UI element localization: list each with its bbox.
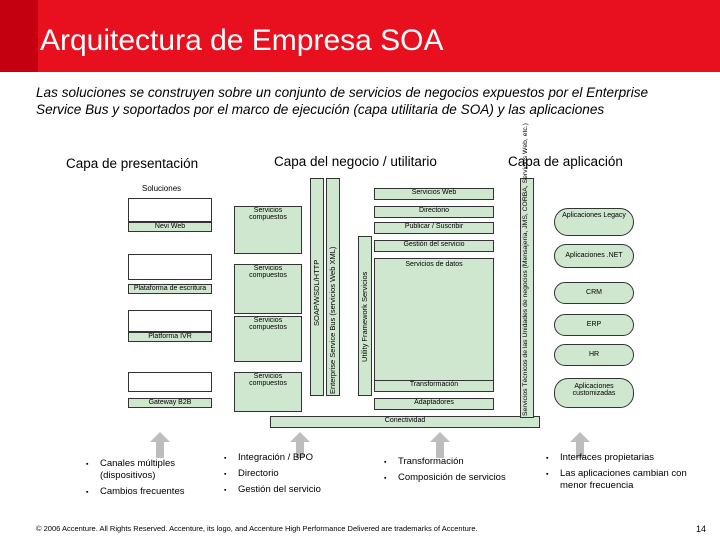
device-icon-2 bbox=[128, 254, 212, 280]
bullets-col4 bbox=[546, 452, 696, 496]
page-number: 14 bbox=[696, 524, 707, 534]
slide-title: Arquitectura de Empresa SOA bbox=[40, 24, 444, 57]
composite-services-4 bbox=[234, 372, 302, 412]
application-4: ERP bbox=[554, 314, 634, 336]
presentation-item-4: Gateway B2B bbox=[128, 398, 212, 408]
application-2: Aplicaciones .NET bbox=[554, 244, 634, 268]
composite-label: Servicios compuestos bbox=[249, 207, 287, 221]
bullet-item: ▪ Transformación bbox=[384, 456, 534, 468]
device-icon-3 bbox=[128, 310, 212, 332]
web-services-directory: Directorio bbox=[374, 206, 494, 218]
web-services-management: Gestión del servicio bbox=[374, 240, 494, 252]
header-business: Capa del negocio / utilitario bbox=[274, 154, 437, 169]
composite-label: Servicios compuestos bbox=[249, 265, 287, 279]
application-5: HR bbox=[554, 344, 634, 366]
bullet-item: ▪ Cambios frecuentes bbox=[86, 486, 216, 498]
application-1: Aplicaciones Legacy bbox=[554, 208, 634, 236]
bullets-col1 bbox=[86, 458, 216, 502]
bullets-col2 bbox=[224, 452, 364, 500]
header-application: Capa de aplicación bbox=[508, 154, 623, 169]
header-presentation: Capa de presentación bbox=[66, 156, 199, 171]
utility-label: Utility Framework Servicios bbox=[360, 271, 369, 362]
web-services-adapters: Adaptadores bbox=[374, 398, 494, 410]
bullet-item: ▪ Directorio bbox=[224, 468, 364, 480]
bullet-item: ▪ Las aplicaciones cambian con menor frecuencia bbox=[546, 468, 696, 492]
bullet-item: ▪ Integración / BPO bbox=[224, 452, 364, 464]
bullet-item: ▪ Canales múltiples (dispositivos) bbox=[86, 458, 216, 482]
esb-label: Enterprise Service Bus (servicios Web XML) bbox=[328, 246, 337, 394]
bullets-col3 bbox=[384, 456, 534, 488]
web-services-data bbox=[374, 258, 494, 384]
device-icon-4 bbox=[128, 372, 212, 392]
web-services-publish: Publicar / Suscribir bbox=[374, 222, 494, 234]
footer-copyright: © 2006 Accenture. All Rights Reserved. Accenture, its logo, and Accenture High Performance Delivered are trademarks of Accenture. bbox=[36, 524, 478, 533]
application-3: CRM bbox=[554, 282, 634, 304]
connectivity-bar: Conectividad bbox=[270, 416, 540, 428]
solutions-label: Soluciones bbox=[120, 184, 210, 198]
composite-label: Servicios compuestos bbox=[249, 373, 287, 387]
application-6: Aplicaciones customizadas bbox=[554, 378, 634, 408]
bullet-item: ▪ Gestión del servicio bbox=[224, 484, 364, 496]
presentation-item-1: Nevi Web bbox=[128, 222, 212, 232]
data-services-label: Servicios de datos bbox=[405, 261, 463, 268]
composite-services-2 bbox=[234, 264, 302, 314]
presentation-item-3: Platforma IVR bbox=[128, 332, 212, 342]
composite-label: Servicios compuestos bbox=[249, 317, 287, 331]
intro-text: Las soluciones se construyen sobre un conjunto de servicios de negocios expuestos por el Enterprise Service Bus y soportados por el marco de ejecución (capa utilitaria de SOA) y las aplicaciones bbox=[36, 85, 649, 117]
web-services-transform: Transformación bbox=[374, 380, 494, 392]
device-icon-1 bbox=[128, 198, 212, 222]
bullet-item: ▪ Interfaces propietarias bbox=[546, 452, 696, 464]
composite-services-1 bbox=[234, 206, 302, 254]
soap-label: SOAP/WSDL/HTTP bbox=[312, 259, 321, 326]
web-services-header: Servicios Web bbox=[374, 188, 494, 200]
tech-services-label: Servicios Técnicos de las Unidades de negocios (Mensajería, JMS, CORBA, Servicios Web, etc.) bbox=[522, 123, 529, 416]
presentation-item-2: Plataforma de escritura bbox=[128, 284, 212, 294]
composite-services-3 bbox=[234, 316, 302, 362]
bullet-item: ▪ Composición de servicios bbox=[384, 472, 534, 484]
